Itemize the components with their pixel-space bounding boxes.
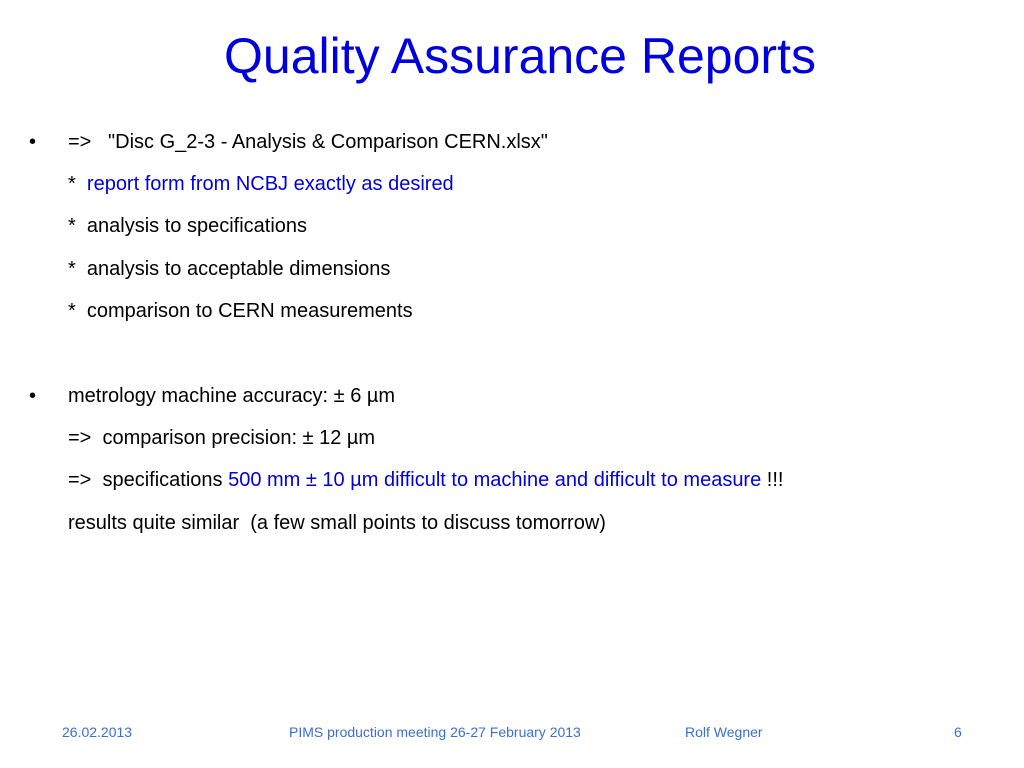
report-form-highlight: report form from NCBJ exactly as desired <box>86 173 454 195</box>
specifications-suffix: !!! <box>761 469 784 491</box>
comparison-precision-line: => comparison precision: ± 12 µm <box>68 427 376 449</box>
file-reference-line: => "Disc G_2-3 - Analysis & Comparison CERN.xlsx" <box>68 131 548 153</box>
specifications-highlight: 500 mm ± 10 µm difficult to machine and difficult to measure <box>228 469 762 491</box>
slide-title: Quality Assurance Reports <box>224 28 816 84</box>
footer-author: Rolf Wegner <box>685 724 763 740</box>
footer-date: 26.02.2013 <box>62 724 133 740</box>
specifications-prefix: => specifications <box>68 469 229 491</box>
specifications-line <box>68 467 783 493</box>
bullet-2: • <box>29 385 37 407</box>
page-number: 6 <box>954 724 962 740</box>
cern-comparison-line: * comparison to CERN measurements <box>68 300 413 322</box>
report-form-line <box>68 171 454 197</box>
analysis-dimensions-line: * analysis to acceptable dimensions <box>68 258 391 280</box>
results-line: results quite similar (a few small points to discuss tomorrow) <box>68 512 606 534</box>
bullet-1: • <box>29 131 37 153</box>
analysis-specifications-line: * analysis to specifications <box>68 215 308 237</box>
metrology-accuracy-line: metrology machine accuracy: ± 6 µm <box>68 385 396 407</box>
footer-event: PIMS production meeting 26-27 February 2013 <box>289 724 581 740</box>
report-form-prefix: * <box>68 173 87 195</box>
